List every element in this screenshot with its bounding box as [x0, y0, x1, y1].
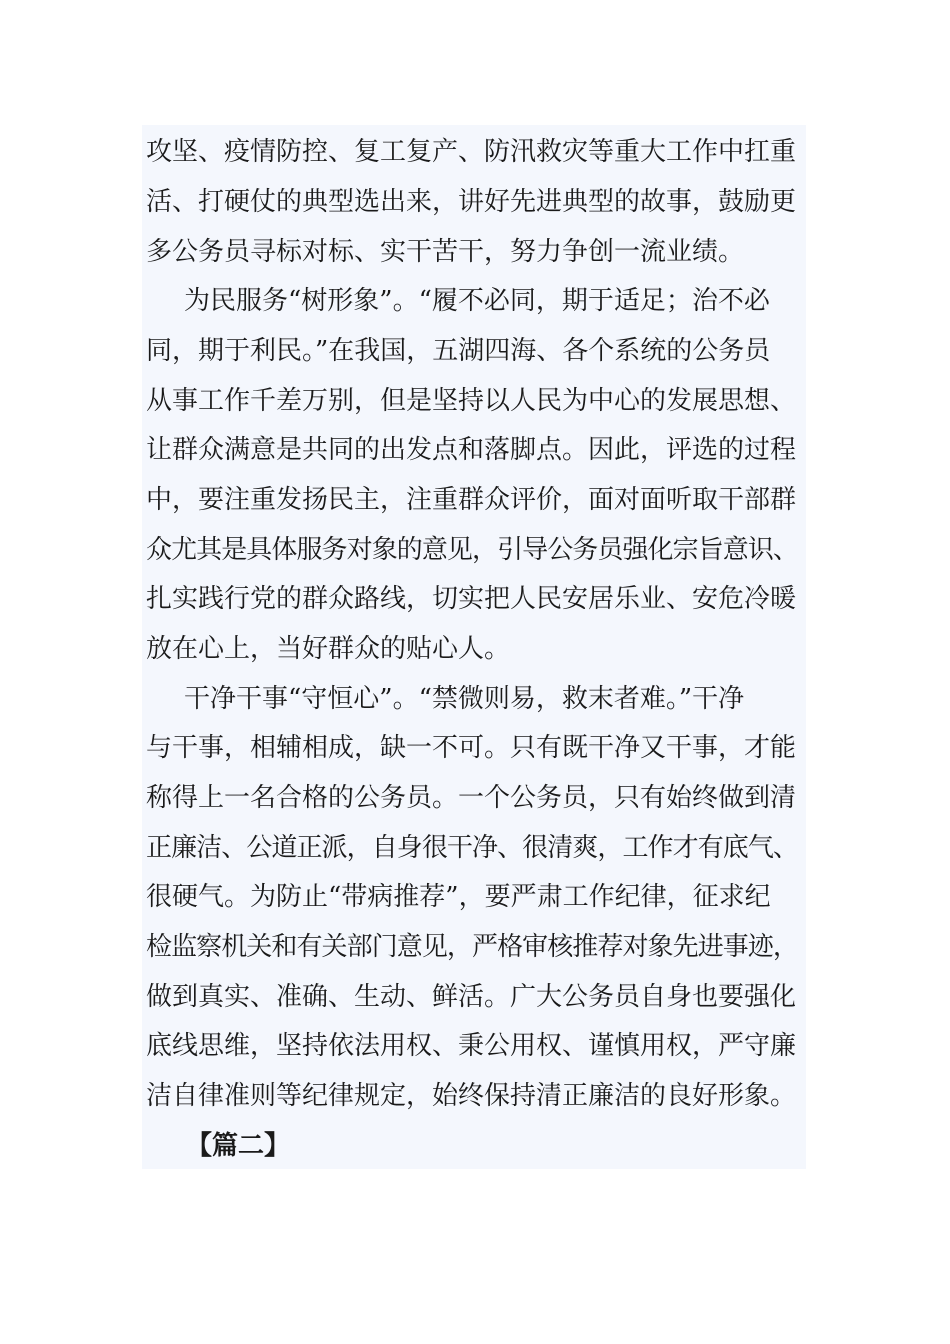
- text-line: 扎实践行党的群众路线，切实把人民安居乐业、安危冷暖: [146, 584, 797, 614]
- text-line: 攻坚、疫情防控、复工复产、防汛救灾等重大工作中扛重: [146, 137, 797, 167]
- text-line: 中，要注重发扬民主，注重群众评价，面对面听取干部群: [146, 485, 797, 515]
- paragraph-first-line: 干净干事“守恒心”。“禁微则易，救末者难。”干净: [184, 684, 745, 714]
- text-line: 称得上一名合格的公务员。一个公务员，只有始终做到清: [146, 783, 797, 813]
- text-line: 让群众满意是共同的出发点和落脚点。因此，评选的过程: [146, 435, 797, 465]
- text-line: 检监察机关和有关部门意见，严格审核推荐对象先进事迹，: [146, 932, 799, 962]
- text-line: 众尤其是具体服务对象的意见，引导公务员强化宗旨意识、: [146, 535, 799, 565]
- text-line: 与干事，相辅相成，缺一不可。只有既干净又干事，才能: [146, 733, 797, 763]
- text-line: 正廉洁、公道正派，自身很干净、很清爽，工作才有底气、: [146, 833, 799, 863]
- text-line: 从事工作千差万别，但是坚持以人民为中心的发展思想、: [146, 386, 797, 416]
- text-line: 同，期于利民。”在我国，五湖四海、各个系统的公务员: [146, 336, 771, 366]
- text-line: 多公务员寻标对标、实干苦干，努力争创一流业绩。: [146, 237, 745, 267]
- section-heading: 【篇二】: [186, 1131, 291, 1161]
- text-line: 活、打硬仗的典型选出来，讲好先进典型的故事，鼓励更: [146, 187, 797, 217]
- text-block: [142, 125, 806, 1169]
- text-line: 做到真实、准确、生动、鲜活。广大公务员自身也要强化: [146, 982, 797, 1012]
- text-line: 底线思维，坚持依法用权、秉公用权、谨慎用权，严守廉: [146, 1031, 797, 1061]
- text-line: 洁自律准则等纪律规定，始终保持清正廉洁的良好形象。: [146, 1081, 797, 1111]
- paragraph-first-line: 为民服务“树形象”。“履不必同，期于适足；治不必: [184, 286, 770, 316]
- text-line: 放在心上，当好群众的贴心人。: [146, 634, 511, 664]
- text-line: 很硬气。为防止“带病推荐”，要严肃工作纪律，征求纪: [146, 882, 771, 912]
